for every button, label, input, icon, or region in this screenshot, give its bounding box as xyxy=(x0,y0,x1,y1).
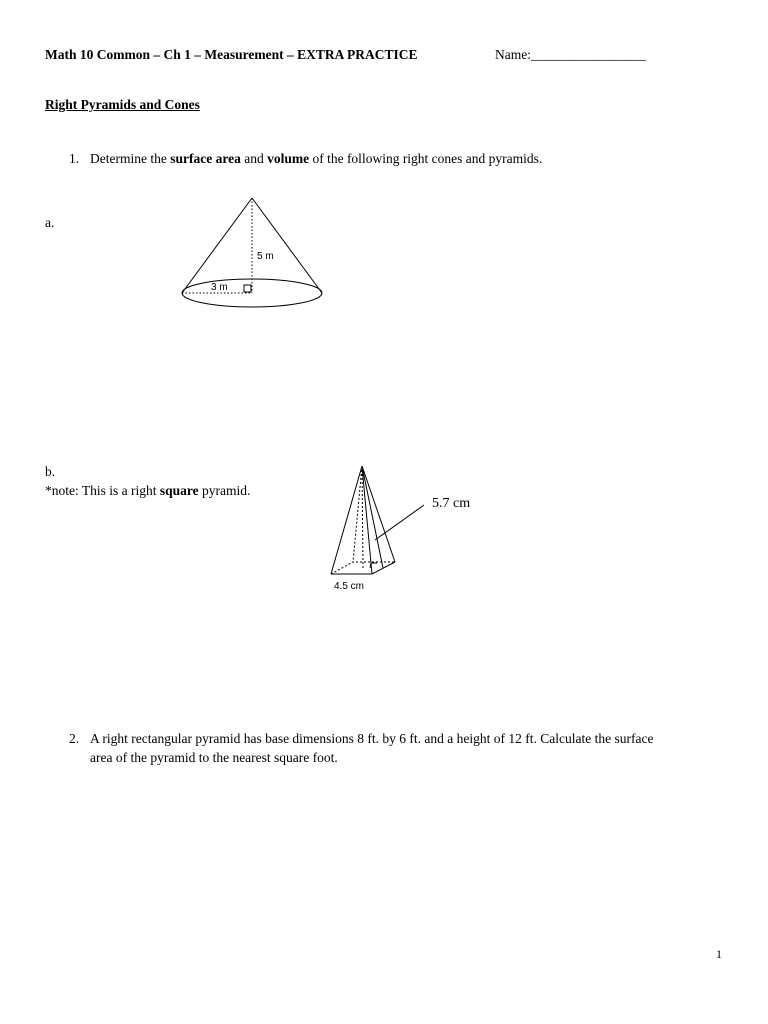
cone-radius-label: 3 m xyxy=(211,282,228,293)
cone-height-label: 5 m xyxy=(257,251,274,262)
part-b-note-text: *note: This is a right xyxy=(45,483,160,498)
part-b-note-text: pyramid. xyxy=(198,483,251,498)
name-field-label: Name:_________________ xyxy=(495,47,646,62)
question-1-text-part: of the following right cones and pyramids. xyxy=(309,151,543,166)
pyramid-slant-label: 5.7 cm xyxy=(432,496,471,511)
pyramid-edge-front xyxy=(362,466,372,574)
question-1-volume: volume xyxy=(267,151,310,166)
cone-figure xyxy=(170,190,340,330)
question-2-line-2: area of the pyramid to the nearest square foot. xyxy=(90,750,338,765)
question-1-surface-area: surface area xyxy=(170,151,241,166)
worksheet-title: Math 10 Common – Ch 1 – Measurement – EXTRA PRACTICE xyxy=(45,47,418,62)
question-1-number: 1. xyxy=(69,151,80,166)
pyramid-edge-left xyxy=(331,466,362,574)
pyramid-height-line xyxy=(362,466,363,568)
pyramid-figure xyxy=(320,460,500,600)
question-1-text-part: Determine the xyxy=(90,151,171,166)
page-number: 1 xyxy=(716,947,722,961)
question-2-number: 2. xyxy=(69,731,80,746)
part-a-label: a. xyxy=(45,215,55,230)
part-b-label: b. xyxy=(45,464,56,479)
part-b-note-square: square xyxy=(159,483,199,498)
question-1-text xyxy=(90,151,542,167)
section-heading: Right Pyramids and Cones xyxy=(45,97,200,112)
part-b-note xyxy=(45,483,250,499)
pyramid-base-label: 4.5 cm xyxy=(334,581,365,592)
cone-right-angle-mark xyxy=(244,285,251,292)
question-2-line-1: A right rectangular pyramid has base dimensions 8 ft. by 6 ft. and a height of 12 ft. Calculate the surface xyxy=(90,731,654,746)
pyramid-label-leader xyxy=(375,505,424,540)
question-1-text-part: and xyxy=(240,151,268,166)
